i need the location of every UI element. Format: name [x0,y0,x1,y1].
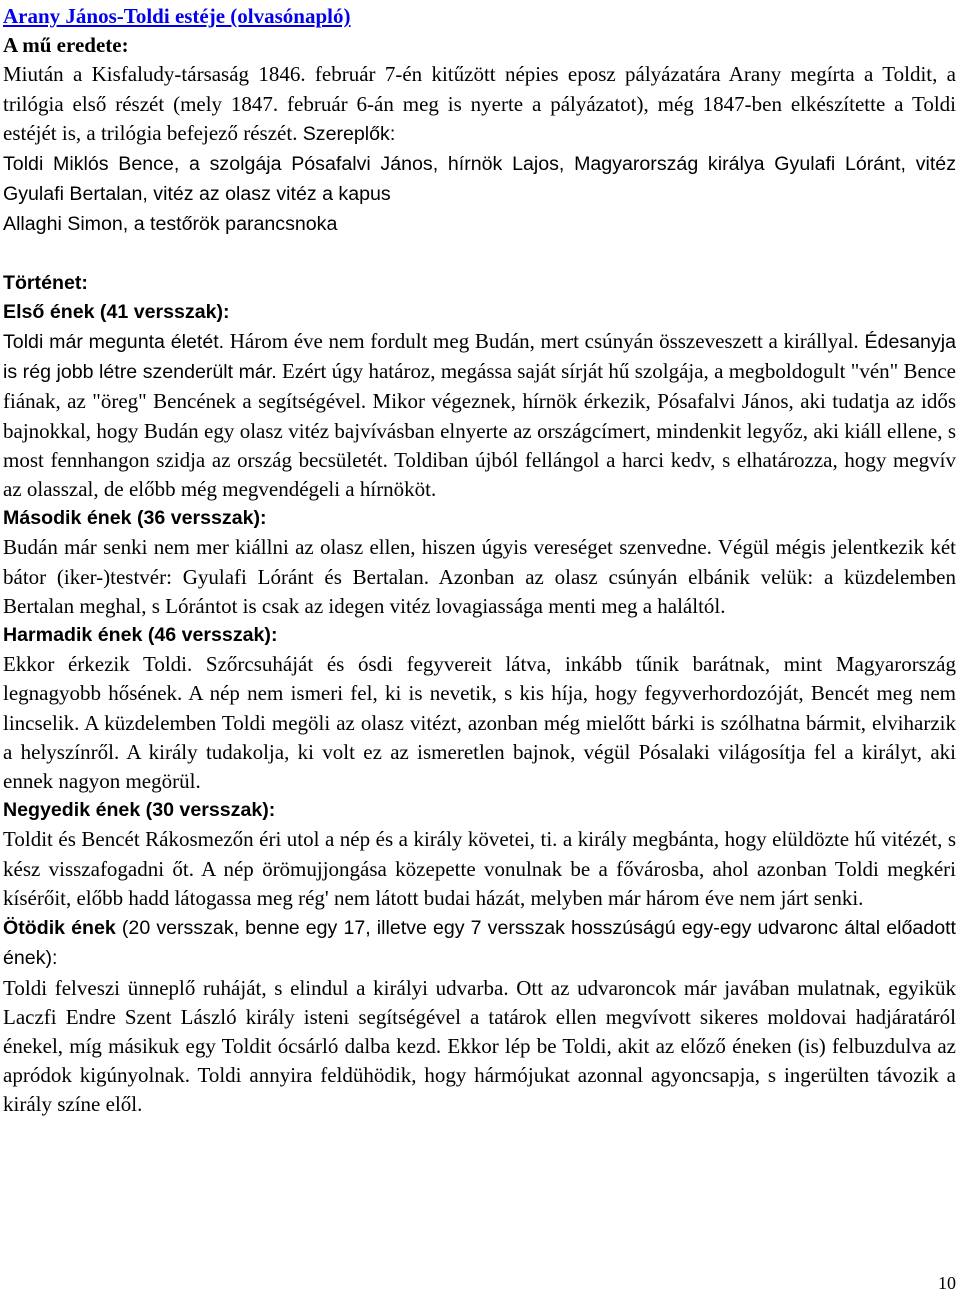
song-1-text-part-b: Három éve nem fordult meg Budán, mert csúnyán összeveszett a királlyal. [224,329,859,354]
song-4-text: Toldit és Bencét Rákosmezőn éri utol a nép és a király követei, ti. a király megbánta, hogy elüldözte hű vitézét, s kész visszafogadni őt. A nép örömujjongása közepette vonulnak be a fővárosba, ahol azonban Toldi megkéri kísérőit, előbb hadd látogassa meg rég' nem látott budai házát, melyben már három éve nem járt senki. [3,827,956,910]
song-5-text: Toldi felveszi ünneplő ruháját, s elindul a királyi udvarba. Ott az udvaroncok már javában mulatnak, egyikük Laczfi Endre Szent László király isteni segítségével a tatárok ellen megvívott sikeres moldovai hadjáratáról énekel, míg másikuk egy Toldit ócsárló dalba kezd. Ekkor lép be Toldi, akit az előző éneken (is) felbuzdulva az apródok kigúnyolnak. Toldi annyira feldühödik, hogy hármójukat azonnal agyoncsapja, s ingerülten távozik a király színe elől. [3,975,956,1117]
song-5-heading-bold: Ötödik ének [3,917,116,940]
document-title-link[interactable]: Arany János-Toldi estéje (olvasónapló) [3,4,351,28]
document-body [3,2,956,1120]
page-number: 10 [938,1273,956,1293]
song-1-heading: Első ének (41 versszak): [3,300,230,323]
story-heading: Történet: [3,271,88,294]
song-2-text: Budán már senki nem mer kiállni az olasz ellen, hiszen úgyis vereséget szenvedne. Végül mégis jelentkezik két bátor (iker-)testvér: Gyulafi Lóránt és Bertalan. Azonban az olasz csúnyán elbánik velük: a küzdelemben Bertalan meghal, s Lórántot is csak az idegen vitéz lovagiassága menti meg a haláltól. [3,535,956,618]
blank-line [3,240,956,269]
characters-text-2: Allaghi Simon, a testőrök parancsnoka [3,213,338,236]
song-1-text-part-a: Toldi már megunta életét. [3,331,225,354]
song-1-text [3,327,956,504]
song-1-text-part-d: Ezért úgy határoz, megássa saját sírját hű szolgája, a megboldogult "vén" Bence fiának, az "öreg" Bencének a segítségével. Mikor végeznek, hírnök érkezik, Pósafalvi János, aki tudatja az idős bajnokkal, hogy Budán egy olasz vitéz bajvívásban elnyerte az országcímert, mindenkit legyőz, aki kiáll ellene, s most fennhangon szidja az ország becsületét. Toldiban újból fellángol a harci kedv, s elhatározza, hogy megvív az olasszal, de előbb még megvendégeli a hírnököt. [3,359,956,502]
song-5-heading [3,913,956,973]
song-3-heading: Harmadik ének (46 versszak): [3,624,278,647]
song-1-text-part-c: Édesanyja is rég jobb létre szenderült már. [3,331,956,384]
song-4-heading: Negyedik ének (30 versszak): [3,799,276,822]
song-2-heading: Második ének (36 versszak): [3,507,267,530]
origin-text: Miután a Kisfaludy-társaság 1846. február 7-én kitűzött népies eposz pályázatára Arany megírta a Toldit, a trilógia első részét (mely 1847. február 6-án meg is nyerte a pályázatot), még 1847-ben elkészítette a Toldi estéjét is, a trilógia befejező részét. [3,62,956,145]
origin-heading: A mű eredete: [3,33,129,58]
origin-paragraph [3,60,956,239]
characters-label: Szereplők: [302,122,396,145]
characters-text: Toldi Miklós Bence, a szolgája Pósafalvi János, hírnök Lajos, Magyarország királya Gyulafi Lóránt, vitéz Gyulafi Bertalan, vitéz az olasz vitéz a kapus [3,153,956,206]
song-3-text: Ekkor érkezik Toldi. Szőrcsuháját és ósdi fegyvereit látva, inkább tűnik barátnak, mint Magyarország legnagyobb hősének. A nép nem ismeri fel, ki is nevetik, s kis híja, hogy fegyverhordozóját, Bencét meg nem lincselik. A küzdelemben Toldi megöli az olasz vitézt, azonban még mielőtt bárki is szólhatna bármit, elviharzik a helyszínről. A király tudakolja, ki volt ez az ismeretlen bajnok, végül Pósalaki világosítja fel a királyt, aki ennek nagyon megörül. [3,652,956,794]
song-5-heading-rest: (20 versszak, benne egy 17, illetve egy 7 versszak hosszúságú egy-egy udvaronc által előadott ének): [3,917,956,970]
